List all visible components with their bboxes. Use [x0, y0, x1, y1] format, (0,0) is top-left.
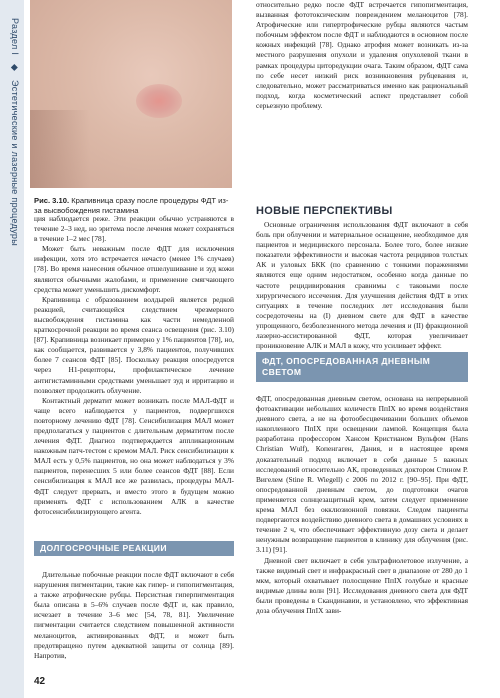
figure-label: Рис. 3.10. [34, 196, 70, 205]
section-heading-new-perspectives: НОВЫЕ ПЕРСПЕКТИВЫ [256, 205, 393, 217]
paragraph: Контактный дерматит может возникать после МАЛ-ФДТ и чаще всего наблюдается у пациентов, подвергшихся повторному лечению ФДТ [78]. Сенсибилизация МАЛ может предполагаться у пациентов с длительным дерматитом после лечения ФДТ. Диагноз подтверждается аппликационным накожным патч-тестом с кремом МАЛ. Риск сенсибилизации к МАЛ есть у 0,5% пациентов, но она может наблюдаться у 3% пациентов, перенесших 5 или более сеансов ФДТ [88]. Если сенсибилизация к МАЛ все же развилась, процедуры МАЛ-ФДТ следует прервать, и вместо этого в будущем можно применять ФДТ с использованием АЛК в качестве фотосенсибилизирующего агента. [34, 395, 234, 516]
sidebar-title: Эстетические и лазерные процедуры [10, 80, 20, 246]
paragraph: Дневной свет включает в себя ультрафиолетовое излучение, а также видимый свет и инфракрасный свет в диапазоне от 280 до 1 мкм, который охватывает полосщение ПпIX голубые и красные видимые длины волн [91]. Исследования дневного света для ФДТ были проведены в Скандинавии, и установлено, что эффективная доза облучения ПпIX зави- [256, 555, 468, 615]
urticaria-photo [30, 0, 232, 188]
paragraph: Основные ограничения использования ФДТ включают в себя боль при облучении и материальное оснащение, необходимое для пациентов и медицинского персонала. Более того, более низкие показатели эффективности и высокая частота рецидивов толстых АК и узловых БКК (по сравнению с тонкими поражениями являются еще одним недостатком, особенно когда данные по частоте рецидивирования сравнимы с таковыми после хирургического иссечения. Для улучшения действия ФДТ в этих ситуациях в течение последних лет исследования были сосредоточены на (I) дневном свете для ФДТ в качестве упрощенного, безболезненного метода лечения и (II) фракционной лазерно-ассистированной ФДТ, которая увеличивает проникновение АЛК и МАЛ в кожу, что усиливает эффект. [256, 220, 468, 351]
right-column-text-lower [256, 394, 468, 616]
left-column-text [34, 214, 234, 517]
left-column-text-lower [34, 570, 234, 661]
chapter-sidebar [0, 0, 24, 698]
photo-shadow [30, 110, 90, 188]
paragraph: Длительные побочные реакции после ФДТ включают в себя нарушения пигментации, такие как гипер- и гипопигментация, а также атрофические рубцы. Персистная гиперпигментация была описана в 5–6% случаев после ФДТ и, как правило, исчезает в течение 3–6 мес [54, 78, 81]. Увеличение пигментации считается следствием повышенной активности меланоцитов, активированных ФДТ, и может быть предотвращено путем адекватной защиты от солнца [89]. Напротив, [34, 570, 234, 660]
right-column-text-middle [256, 220, 468, 351]
paragraph: ФДТ, опосредованная дневным светом, основана на непрерывной фотоактивации небольших количеств ПпIX во время воздействия дневного света, а не на фотообесцвечивании больших объемов накопленного ПпIX при освещении лампой. Концепция была разработана профессором Хансом Кристианом Вульфом (Hans Christian Wulf), Копенгаген, Дания, и в настоящее время доказательный подход включает в себя данные 5 важных исследований относительно АК, проведенных доктором Стином Р. Вигелем (Stine R. Wiegell) с 2006 по 2012 г. [90–95]. При ФДТ, опосредованной дневным светом, до подготовки очагов применяется солнцезащитный крем, затем следует применение крема МАЛ без окклюзионной повязки. Следом пациенты подвергаются воздействию дневного света в домашних условиях в течение 2 ч, что обеспечивает эффективную дозу света и делает ненужным возвращение пациентов в клинику для облучения (рис. 3.11) [91]. [256, 394, 468, 555]
page-number: 42 [34, 676, 46, 687]
paragraph: относительно редко после ФДТ встречается гипопигментация, вызванная фототоксическим повреждением меланоцитов [78]. Атрофические или гипертрофические рубцы являются частым побочным эффектом после ФДТ и наблюдаются в основном после кожных инфекций [78]. Однако атрофия может возникать из-за местного разрушения опухоли и удаления опухолевой ткани в рамках процедуры циторедукции очага. Таким образом, ФДТ сама по себе несет низкий риск возникновения рубцевания и, следовательно, может рассматриваться именно как рациональный подход, когда косметический аспект представляет собой серьезную проблему. [256, 0, 468, 110]
figure-caption-text: Крапивница сразу после процедуры ФДТ из-за высвобождения гистамина [34, 196, 229, 215]
photo-wheal [136, 84, 182, 118]
right-column-text [256, 0, 468, 111]
paragraph: ция наблюдается реже. Эти реакции обычно устраняются в течение 2–3 нед, но эритема после лечения может сохраняться в течение 1–2 мес [78]. [34, 214, 234, 244]
figure-caption [34, 196, 234, 216]
paragraph: Может быть неважным после ФДТ для исключения инфекции, хотя это встречается нечасто (менее 1% случаев) [78]. Во время нанесения обычное отшелушивание и зуд кожи являются обычными жалобами, и применение смягчающего средства может уменьшить дискомфорт. [34, 244, 234, 294]
section-heading-daylight-pdt: ФДТ, ОПОСРЕДОВАННАЯ ДНЕВНЫМ СВЕТОМ [256, 352, 468, 382]
sidebar-separator: ◆ [10, 63, 20, 72]
sidebar-section: Раздел I [10, 18, 20, 56]
paragraph: Крапивница с образованием волдырей является редкой реакцией, считающейся следствием чрезмерного высвобождения гистамина как части немедленной краткосрочной реакции во время сеанса освещения (рис. 3.10) [87]. Крапивница возникает примерно у 1% пациентов [78], но, как сообщается, развивается у 3,8% пациентов, получивших более 7 сеансов ФДТ [85]. Поскольку реакция опосредуется через H1-рецепторы, профилактическое лечение антигистаминными средствами уменьшает зуд и ирритацию и позволяет продолжить облучение. [34, 294, 234, 395]
section-heading-long-term: ДОЛГОСРОЧНЫЕ РЕАКЦИИ [34, 541, 234, 556]
sidebar-label [9, 18, 20, 578]
